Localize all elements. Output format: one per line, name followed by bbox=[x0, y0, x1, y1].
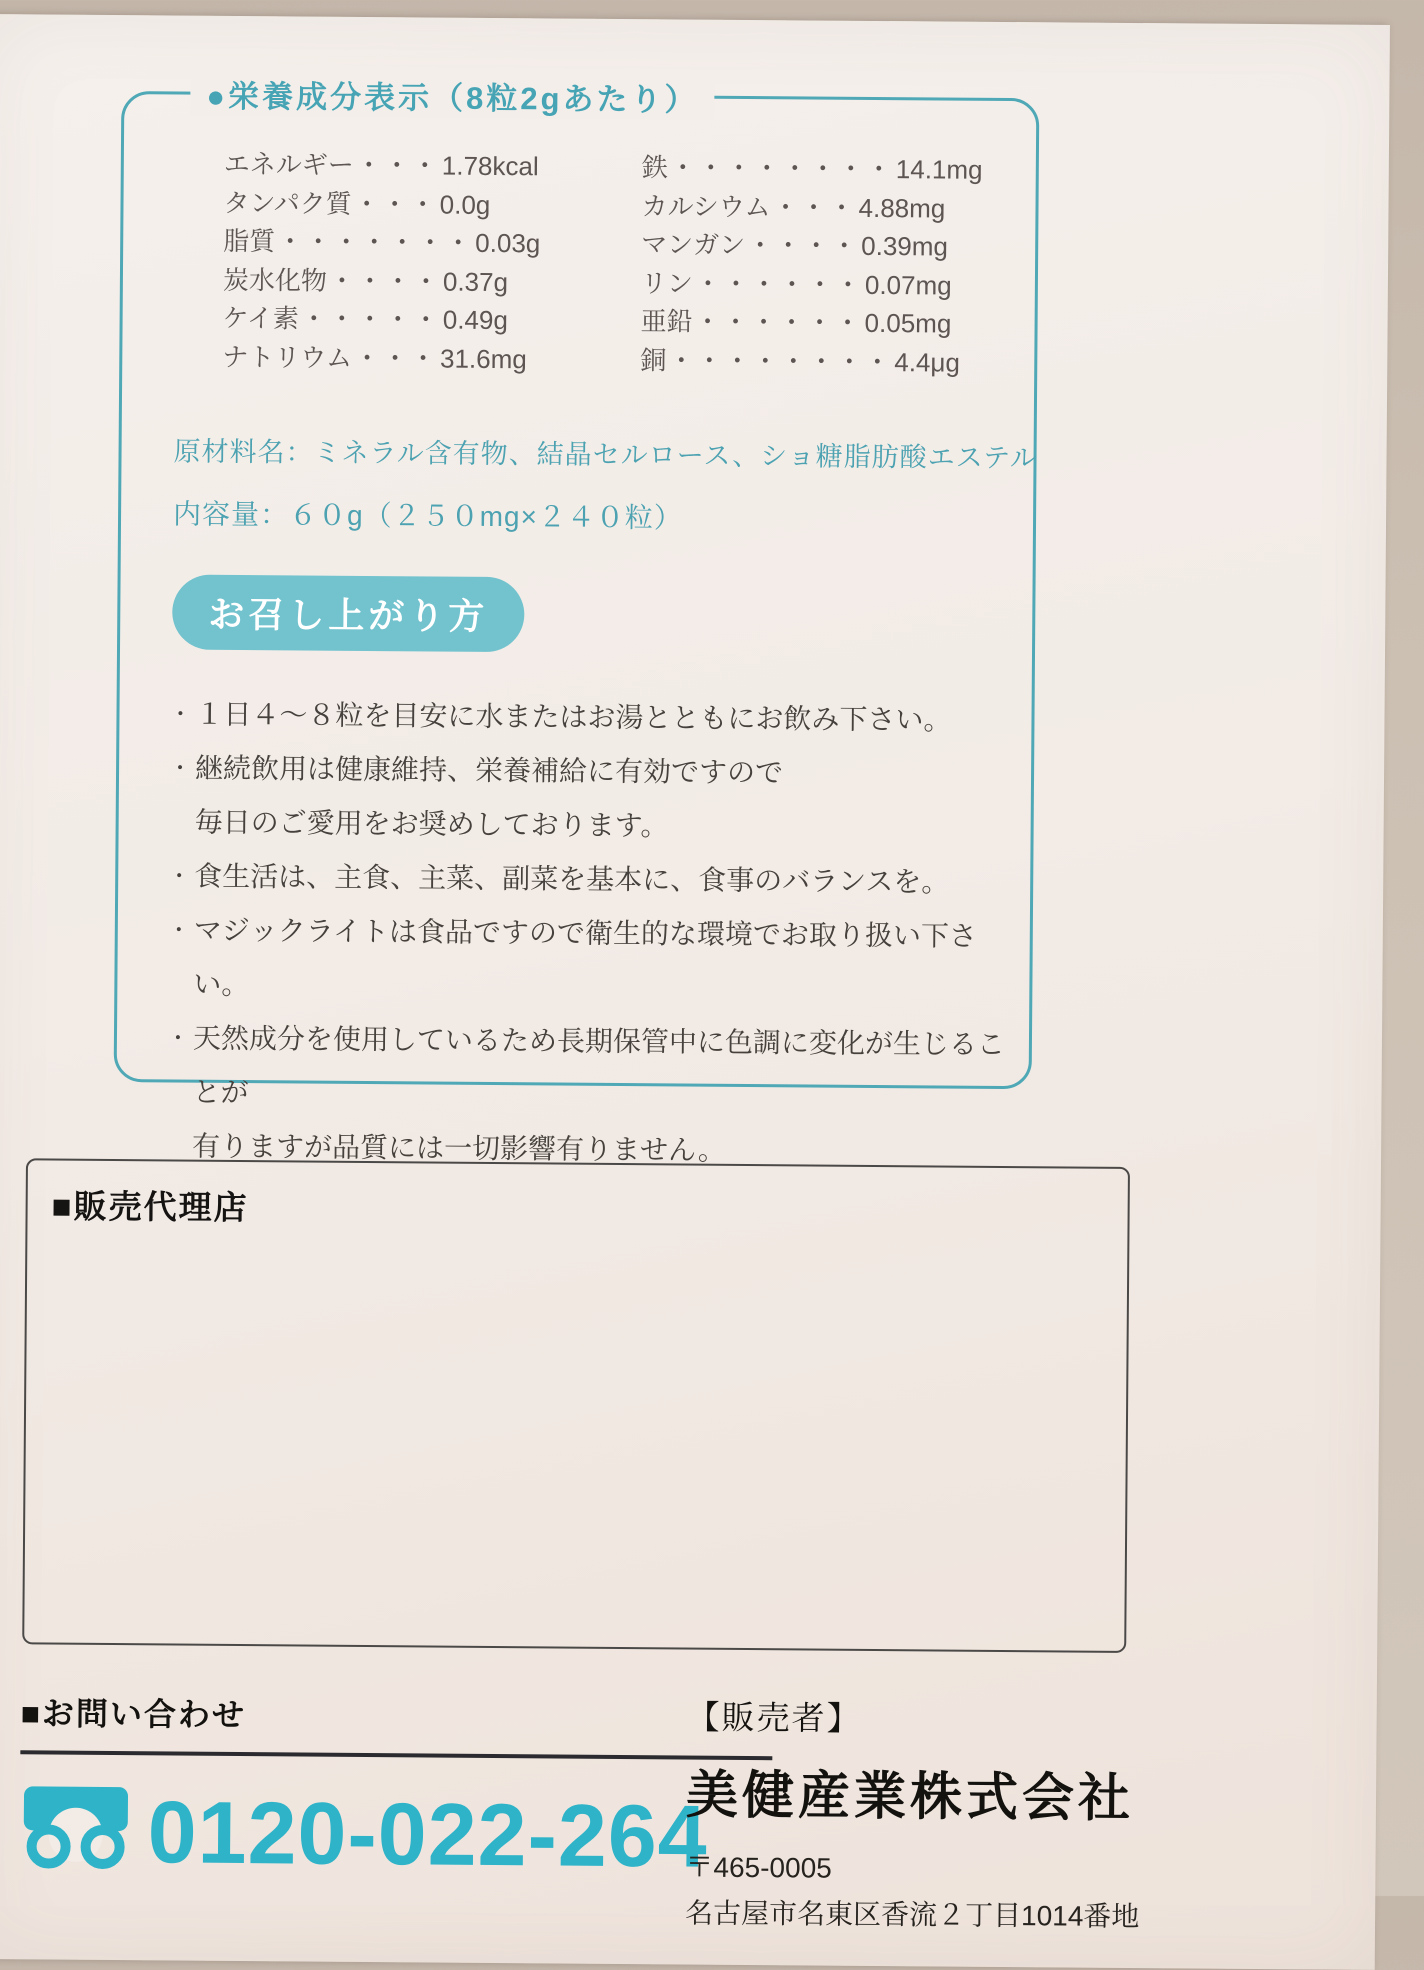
bullet-icon: ・ bbox=[168, 863, 191, 889]
label-sheet bbox=[0, 14, 1390, 1970]
distributor-box bbox=[22, 1158, 1130, 1653]
nutrition-row: 亜鉛・・・・・・0.05mg bbox=[640, 306, 952, 339]
seller-postal-code: 〒465-0005 bbox=[685, 1851, 832, 1884]
nutrition-row: 鉄・・・・・・・・14.1mg bbox=[641, 152, 983, 185]
nutrition-table bbox=[122, 94, 1036, 382]
nutrition-row: ナトリウム・・・31.6mg bbox=[222, 341, 527, 374]
usage-item: ・ 食生活は、主食、主菜、副菜を基本に、食事のバランスを。 bbox=[164, 849, 1030, 910]
phone-number: 0120-022-264 bbox=[147, 1782, 709, 1886]
seller-section bbox=[685, 1692, 1141, 1936]
usage-item: ・ １日４〜８粒を目安に水またはお湯とともにお飲み下さい。 bbox=[165, 687, 1031, 748]
bullet-icon: ・ bbox=[167, 917, 190, 943]
nutrition-row: 炭水化物・・・・0.37g bbox=[222, 264, 509, 297]
freedial-icon bbox=[19, 1782, 132, 1882]
usage-instructions bbox=[162, 687, 1032, 1180]
contact-section bbox=[19, 1688, 781, 1888]
seller-address: 名古屋市名東区香流２丁目1014番地 bbox=[684, 1897, 1140, 1933]
bullet-icon: ・ bbox=[168, 755, 192, 781]
usage-item: ・ 継続飲用は健康維持、栄養補給に有効ですので 毎日のご愛用をお奨めしております。 bbox=[164, 741, 1031, 856]
bullet-icon: ・ bbox=[169, 701, 192, 727]
nutrition-row: エネルギー・・・1.78kcal bbox=[223, 148, 539, 182]
nutrition-column-left bbox=[222, 145, 642, 379]
nutrition-row: マンガン・・・・0.39mg bbox=[641, 229, 949, 262]
phone-row bbox=[19, 1780, 780, 1888]
nutrition-row: ケイ素・・・・・0.49g bbox=[222, 302, 509, 336]
nutrition-row: 銅・・・・・・・・4.4μg bbox=[640, 344, 961, 378]
contact-divider bbox=[20, 1750, 772, 1760]
bullet-icon: ・ bbox=[166, 1025, 190, 1051]
net-content-line: 内容量：６０g（２５０mg×２４０粒） bbox=[172, 498, 684, 534]
seller-company-name: 美健産業株式会社 bbox=[685, 1766, 1135, 1829]
nutrition-row: リン・・・・・・0.07mg bbox=[640, 267, 952, 301]
nutrition-column-right bbox=[640, 148, 983, 382]
seller-label: 【販売者】 bbox=[686, 1698, 862, 1737]
contact-title: ■お問い合わせ bbox=[20, 1695, 247, 1734]
usage-item: ・ マジックライトは食品ですので衛生的な環境でお取り扱い下さい。 bbox=[163, 903, 1030, 1018]
ingredients-line: 原材料名：ミネラル含有物、結晶セルロース、ショ糖脂肪酸エステル bbox=[173, 436, 1038, 474]
nutrition-panel bbox=[114, 78, 1040, 1166]
nutrition-row: 脂質・・・・・・・0.03g bbox=[223, 225, 541, 259]
usage-heading-badge: お召し上がり方 bbox=[172, 574, 525, 652]
nutrition-panel-title: ●栄養成分表示（8粒2gあたり） bbox=[190, 71, 714, 120]
nutrition-row: カルシウム・・・4.88mg bbox=[641, 190, 946, 224]
distributor-box-title: ■販売代理店 bbox=[51, 1187, 249, 1227]
nutrition-row: タンパク質・・・0.0g bbox=[223, 187, 491, 220]
usage-item: ・ 天然成分を使用しているため長期保管中に色調に変化が生じることが 有りますが品質には一切影響有りません。 bbox=[162, 1011, 1029, 1180]
